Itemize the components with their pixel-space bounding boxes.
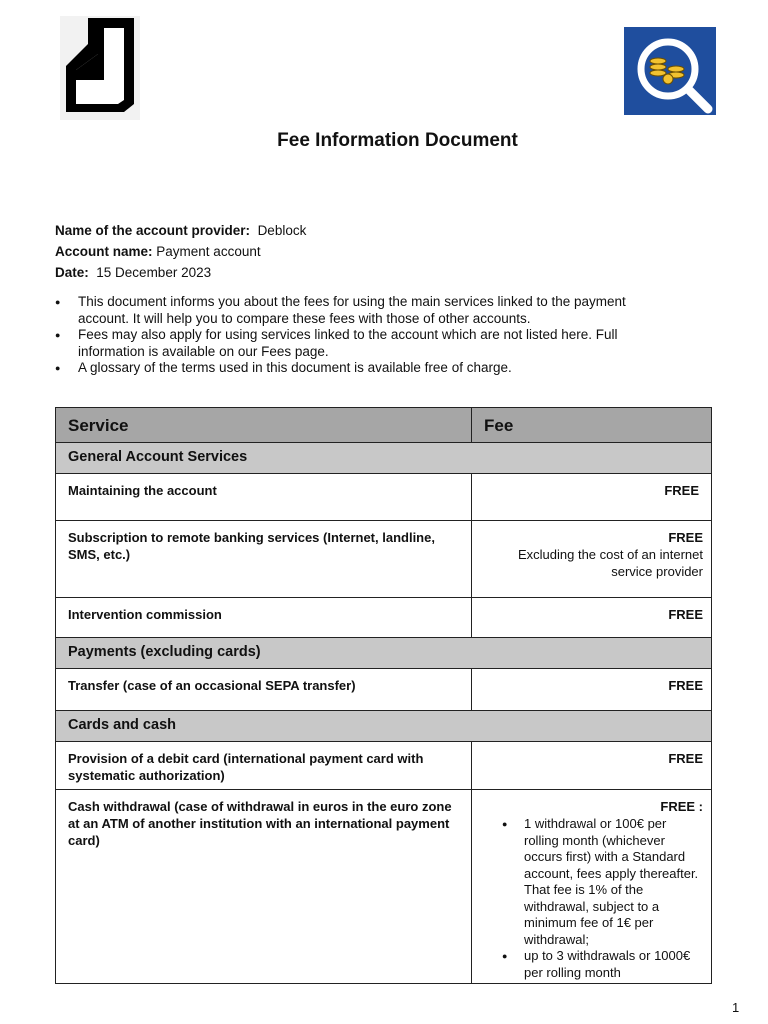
fee-cell [472,474,712,521]
fee-cell [472,521,712,598]
fee-cell [472,790,712,984]
header-service: Service [56,408,472,443]
fee-value: FREE [668,678,703,693]
section-payments: Payments (excluding cards) [56,638,712,669]
fee-value: FREE : [660,799,703,814]
service-cell: Cash withdrawal (case of withdrawal in euros in the euro zone at an ATM of another institution with an international payment card) [56,790,472,984]
provider-label: Name of the account provider: [55,223,251,238]
service-cell: Maintaining the account [56,474,472,521]
service-cell: Provision of a debit card (international payment card with systematic authorization) [56,742,472,790]
fee-cell [472,742,712,790]
provider-value: Deblock [257,223,307,238]
section-cards: Cards and cash [56,711,712,742]
section-row [56,443,712,474]
service-cell: Transfer (case of an occasional SEPA transfer) [56,669,472,711]
table-row [56,474,712,521]
service-cell: Subscription to remote banking services (Internet, landline, SMS, etc.) [56,521,472,598]
fee-cell [472,669,712,711]
list-item: ● 1 withdrawal or 100€ per rolling month (whichever occurs first) with a Standard account, fees apply thereafter. That fee is 1% of the withdrawal, subject to a minimum fee of 1€ per withdrawal; [480,816,703,948]
date-value: 15 December 2023 [96,265,212,280]
magnifier-coins-icon [624,27,716,115]
table-header-row [56,408,712,443]
date-line [55,265,211,280]
account-line [55,244,261,259]
table-row [56,669,712,711]
page-title: Fee Information Document [277,130,518,151]
fee-value: FREE [668,607,703,622]
document-shape-icon [58,14,142,120]
fee-cell [472,598,712,638]
table-row [56,742,712,790]
list-item: ● Fees may also apply for using services linked to the account which are not listed here. Full information is available on our Fees page. [55,327,675,360]
list-item: ● This document informs you about the fees for using the main services linked to the payment account. It will help you to compare these fees with those of other accounts. [55,294,675,327]
fee-value: FREE [668,530,703,545]
account-label: Account name: [55,244,153,259]
list-item: ● A glossary of the terms used in this document is available free of charge. [55,360,675,377]
list-item: ● up to 3 withdrawals or 1000€ per rolling month [480,948,703,981]
search-coins-logo [624,27,716,115]
provider-line [55,223,306,238]
fee-table [55,407,712,984]
section-row [56,638,712,669]
header-fee: Fee [472,408,712,443]
date-label: Date: [55,265,89,280]
fee-value: FREE [668,751,703,766]
account-value: Payment account [156,244,261,259]
intro-bullets [55,294,675,377]
document-logo [58,14,142,120]
table-row [56,521,712,598]
fee-value: FREE [664,483,699,498]
section-general: General Account Services [56,443,712,474]
table-row [56,790,712,984]
fee-note: Excluding the cost of an internet service provider [517,547,703,579]
section-row [56,711,712,742]
table-row [56,598,712,638]
fee-conditions [480,816,703,981]
service-cell: Intervention commission [56,598,472,638]
page-number: 1 [732,1000,740,1015]
